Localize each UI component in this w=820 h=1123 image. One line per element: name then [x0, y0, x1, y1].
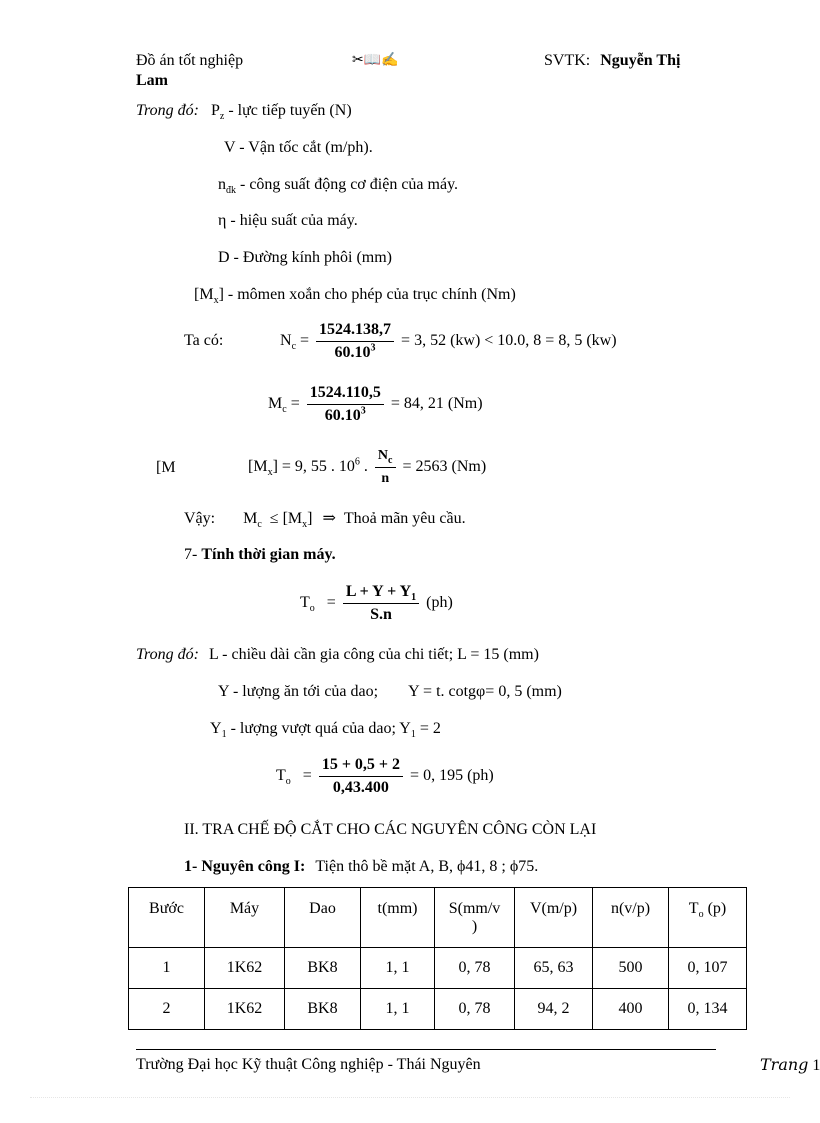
cell: 0, 134	[669, 989, 747, 1030]
conclusion-bracket: ]	[307, 510, 313, 527]
cell: 2	[129, 989, 205, 1030]
legend2-intro: Trong đó:	[136, 646, 199, 663]
eq2-numerator: 1524.110,5	[307, 384, 384, 405]
th-s-line2: )	[471, 918, 478, 935]
legend2-line-y	[218, 683, 562, 701]
legend1-line-d: D - Đường kính phôi (mm)	[218, 249, 393, 266]
legend2-l-desc: L - chiều dài cần gia công của chi tiết; L = 15 (mm)	[208, 646, 539, 663]
footer-page-number: 1	[812, 1057, 820, 1074]
legend2-y1-desc: - lượng vượt quá của dao; Y	[226, 720, 411, 737]
eq2-den-text: 60.10	[324, 406, 361, 424]
eq4-numerator	[343, 583, 419, 604]
cell: 0, 78	[435, 948, 515, 989]
eq1-denominator	[316, 342, 394, 362]
cell: BK8	[285, 989, 361, 1030]
ndk-desc: - công suất động cơ điện của máy.	[236, 176, 459, 193]
eq2-den-sup: 3	[360, 405, 366, 417]
eq1-numerator: 1524.138,7	[316, 321, 394, 342]
eq5-denominator: 0,43.400	[332, 778, 389, 796]
eq3-rhs: = 2563 (Nm)	[402, 458, 487, 475]
cell: 94, 2	[515, 989, 593, 1030]
section7-number: 7-	[184, 546, 198, 563]
legend1-line-ndk	[218, 176, 459, 197]
eq3-denominator: n	[381, 470, 390, 486]
cell: 500	[593, 948, 669, 989]
eq1-lhs-sub: c	[291, 341, 297, 353]
legend2-y1-sub: 1	[221, 729, 227, 741]
ndk-symbol: n	[218, 176, 226, 193]
svtk-name-cont: Lam	[136, 72, 168, 89]
conclusion-text: Thoả mãn yêu cầu.	[343, 510, 466, 527]
eq3-num-sub: c	[388, 454, 393, 466]
cell: 1, 1	[361, 989, 435, 1030]
th-s-line1: S(mm/v	[448, 900, 501, 917]
svtk-label: SVTK:	[544, 52, 591, 69]
cell: 400	[593, 989, 669, 1030]
eq1-fraction	[316, 321, 394, 362]
header-ornament-icon: ✂📖✍	[352, 53, 399, 68]
eq3-mid-sup: 6	[354, 456, 360, 468]
table-row	[129, 989, 747, 1030]
header-svtk	[544, 52, 680, 70]
mx-symbol: [M	[194, 286, 214, 303]
legend1-line-eta	[218, 212, 358, 230]
pz-symbol: P	[210, 102, 220, 119]
svtk-name: Nguyễn Thị	[600, 52, 681, 69]
conclusion-lead: Vậy:	[184, 510, 216, 527]
th-to-sub: o	[698, 909, 704, 921]
th-to-symbol: T	[688, 900, 699, 917]
cell: BK8	[285, 948, 361, 989]
eq4-lhs: T	[300, 594, 310, 611]
mx-sub: x	[213, 295, 219, 307]
section2-title: II. TRA CHẾ ĐỘ CẮT CHO CÁC NGUYÊN CÔNG CÒN LẠI	[184, 821, 597, 838]
legend1-intro: Trong đó:	[136, 102, 199, 119]
legend2-y1-symbol: Y	[210, 720, 222, 737]
eq3-numerator	[375, 447, 396, 468]
pz-sub: z	[219, 111, 225, 123]
th-may: Máy	[205, 888, 285, 948]
eq3-lhs-sub: x	[267, 467, 273, 479]
cell: 0, 78	[435, 989, 515, 1030]
section7-heading	[184, 546, 336, 564]
eq4-equals: =	[326, 594, 336, 611]
eq2-lhs-sub: c	[282, 404, 287, 416]
eq4-unit: (ph)	[426, 594, 453, 611]
conclusion-mx-sub: x	[302, 519, 308, 531]
eta-symbol: η	[218, 212, 227, 229]
cell: 1K62	[205, 989, 285, 1030]
eq5-equals: =	[302, 767, 312, 784]
eq2-lhs: M	[268, 395, 283, 412]
eq2-fraction	[307, 384, 384, 425]
mx-desc: ] - mômen xoắn cho phép của trục chính (Nm)	[218, 286, 516, 303]
eq4	[300, 580, 453, 626]
eq3-fraction	[375, 447, 396, 488]
table-header-row	[129, 888, 747, 948]
legend1-line-mx	[194, 286, 516, 307]
eq4-num-text: L + Y + Y	[345, 582, 412, 600]
legend1-line-pz	[136, 102, 352, 123]
conclusion-mc: M	[243, 510, 258, 527]
th-n: n(v/p)	[593, 888, 669, 948]
legend2-line-l	[136, 646, 539, 664]
ndk-sub: đk	[226, 185, 236, 197]
op1-text: Tiện thô bề mặt A, B, ϕ41, 8 ; ϕ75.	[315, 858, 539, 875]
eq2-rhs: = 84, 21 (Nm)	[390, 395, 483, 412]
th-to-unit: (p)	[703, 900, 727, 917]
legend2-line-y1	[210, 720, 441, 741]
eq5-numerator: 15 + 0,5 + 2	[319, 756, 403, 777]
eq2-denominator	[307, 405, 384, 425]
eq1: $N_c$ = $\frac{1524.138,7}{60.10^3}$ = 3, 52 (kw) < 10.0, 8 = 8, 5 (kw)	[280, 320, 617, 361]
footer-page	[760, 1056, 820, 1075]
th-dao: Dao	[285, 888, 361, 948]
cell: 1, 1	[361, 948, 435, 989]
cell: 0, 107	[669, 948, 747, 989]
cell: 65, 63	[515, 948, 593, 989]
eq1-den-sup: 3	[370, 342, 376, 354]
page-bottom-divider	[30, 1097, 790, 1098]
footer-divider	[136, 1049, 716, 1050]
footer-school: Trường Đại học Kỹ thuật Công nghiệp - Thái Nguyên	[136, 1056, 481, 1073]
eq1-rhs: = 3, 52 (kw) < 10.0, 8 = 8, 5 (kw)	[401, 332, 617, 349]
eta-desc: - hiệu suất của máy.	[226, 212, 358, 229]
eq3-dot: .	[359, 458, 368, 475]
eq3-num-text: N	[377, 447, 389, 463]
eq1-lead: Ta có:	[184, 332, 224, 349]
op1-label: 1- Nguyên công I:	[184, 858, 306, 875]
section7-title: Tính thời gian máy.	[201, 546, 336, 563]
eq5-lhs: T	[276, 767, 286, 784]
eq1-lhs: N	[280, 332, 292, 349]
eq3-lhs: [M	[248, 458, 268, 475]
legend2-y-formula: Y = t. cotgφ= 0, 5 (mm)	[408, 683, 562, 700]
conclusion-leq: ≤ [M	[269, 510, 303, 527]
cell: 1	[129, 948, 205, 989]
legend2-y-desc: Y - lượng ăn tới của dao;	[218, 683, 379, 700]
conclusion-mc-sub: c	[257, 519, 262, 531]
eq2: $M_c$ = $\frac{1524.110,5}{60.10^3}$ = 84, 21 (Nm)	[268, 383, 483, 424]
cutting-regime-table	[128, 887, 747, 1030]
pz-desc: - lực tiếp tuyến (N)	[224, 102, 352, 119]
legend2-y1-sub2: 1	[410, 729, 416, 741]
eq4-denominator: S.n	[370, 605, 392, 623]
th-s	[435, 888, 515, 948]
eq1-den-text: 60.10	[334, 343, 371, 361]
legend1-line-v: V - Vận tốc cắt (m/ph).	[224, 139, 373, 156]
eq3-mid: ] = 9, 55 . 10	[272, 458, 355, 475]
eq4-num-sub: 1	[411, 592, 417, 604]
eq5	[276, 753, 494, 799]
op1-line	[184, 858, 538, 876]
th-to	[669, 888, 747, 948]
table-row	[129, 948, 747, 989]
eq5-lhs-sub: o	[285, 776, 291, 788]
cell: 1K62	[205, 948, 285, 989]
eq4-fraction	[343, 583, 419, 624]
conclusion	[184, 510, 466, 531]
header-left: Đồ án tốt nghiệp	[136, 52, 244, 69]
eq5-rhs: = 0, 195 (ph)	[410, 767, 494, 784]
legend2-y1-value: = 2	[415, 720, 441, 737]
th-buoc: Bước	[129, 888, 205, 948]
th-v: V(m/p)	[515, 888, 593, 948]
implies-icon: ⇒	[322, 510, 336, 527]
eq3	[248, 444, 486, 490]
th-t: t(mm)	[361, 888, 435, 948]
eq4-lhs-sub: o	[309, 603, 315, 615]
eq3-stray: [M	[156, 459, 176, 476]
footer-page-word: Trang	[760, 1055, 809, 1074]
eq5-fraction	[319, 756, 403, 797]
